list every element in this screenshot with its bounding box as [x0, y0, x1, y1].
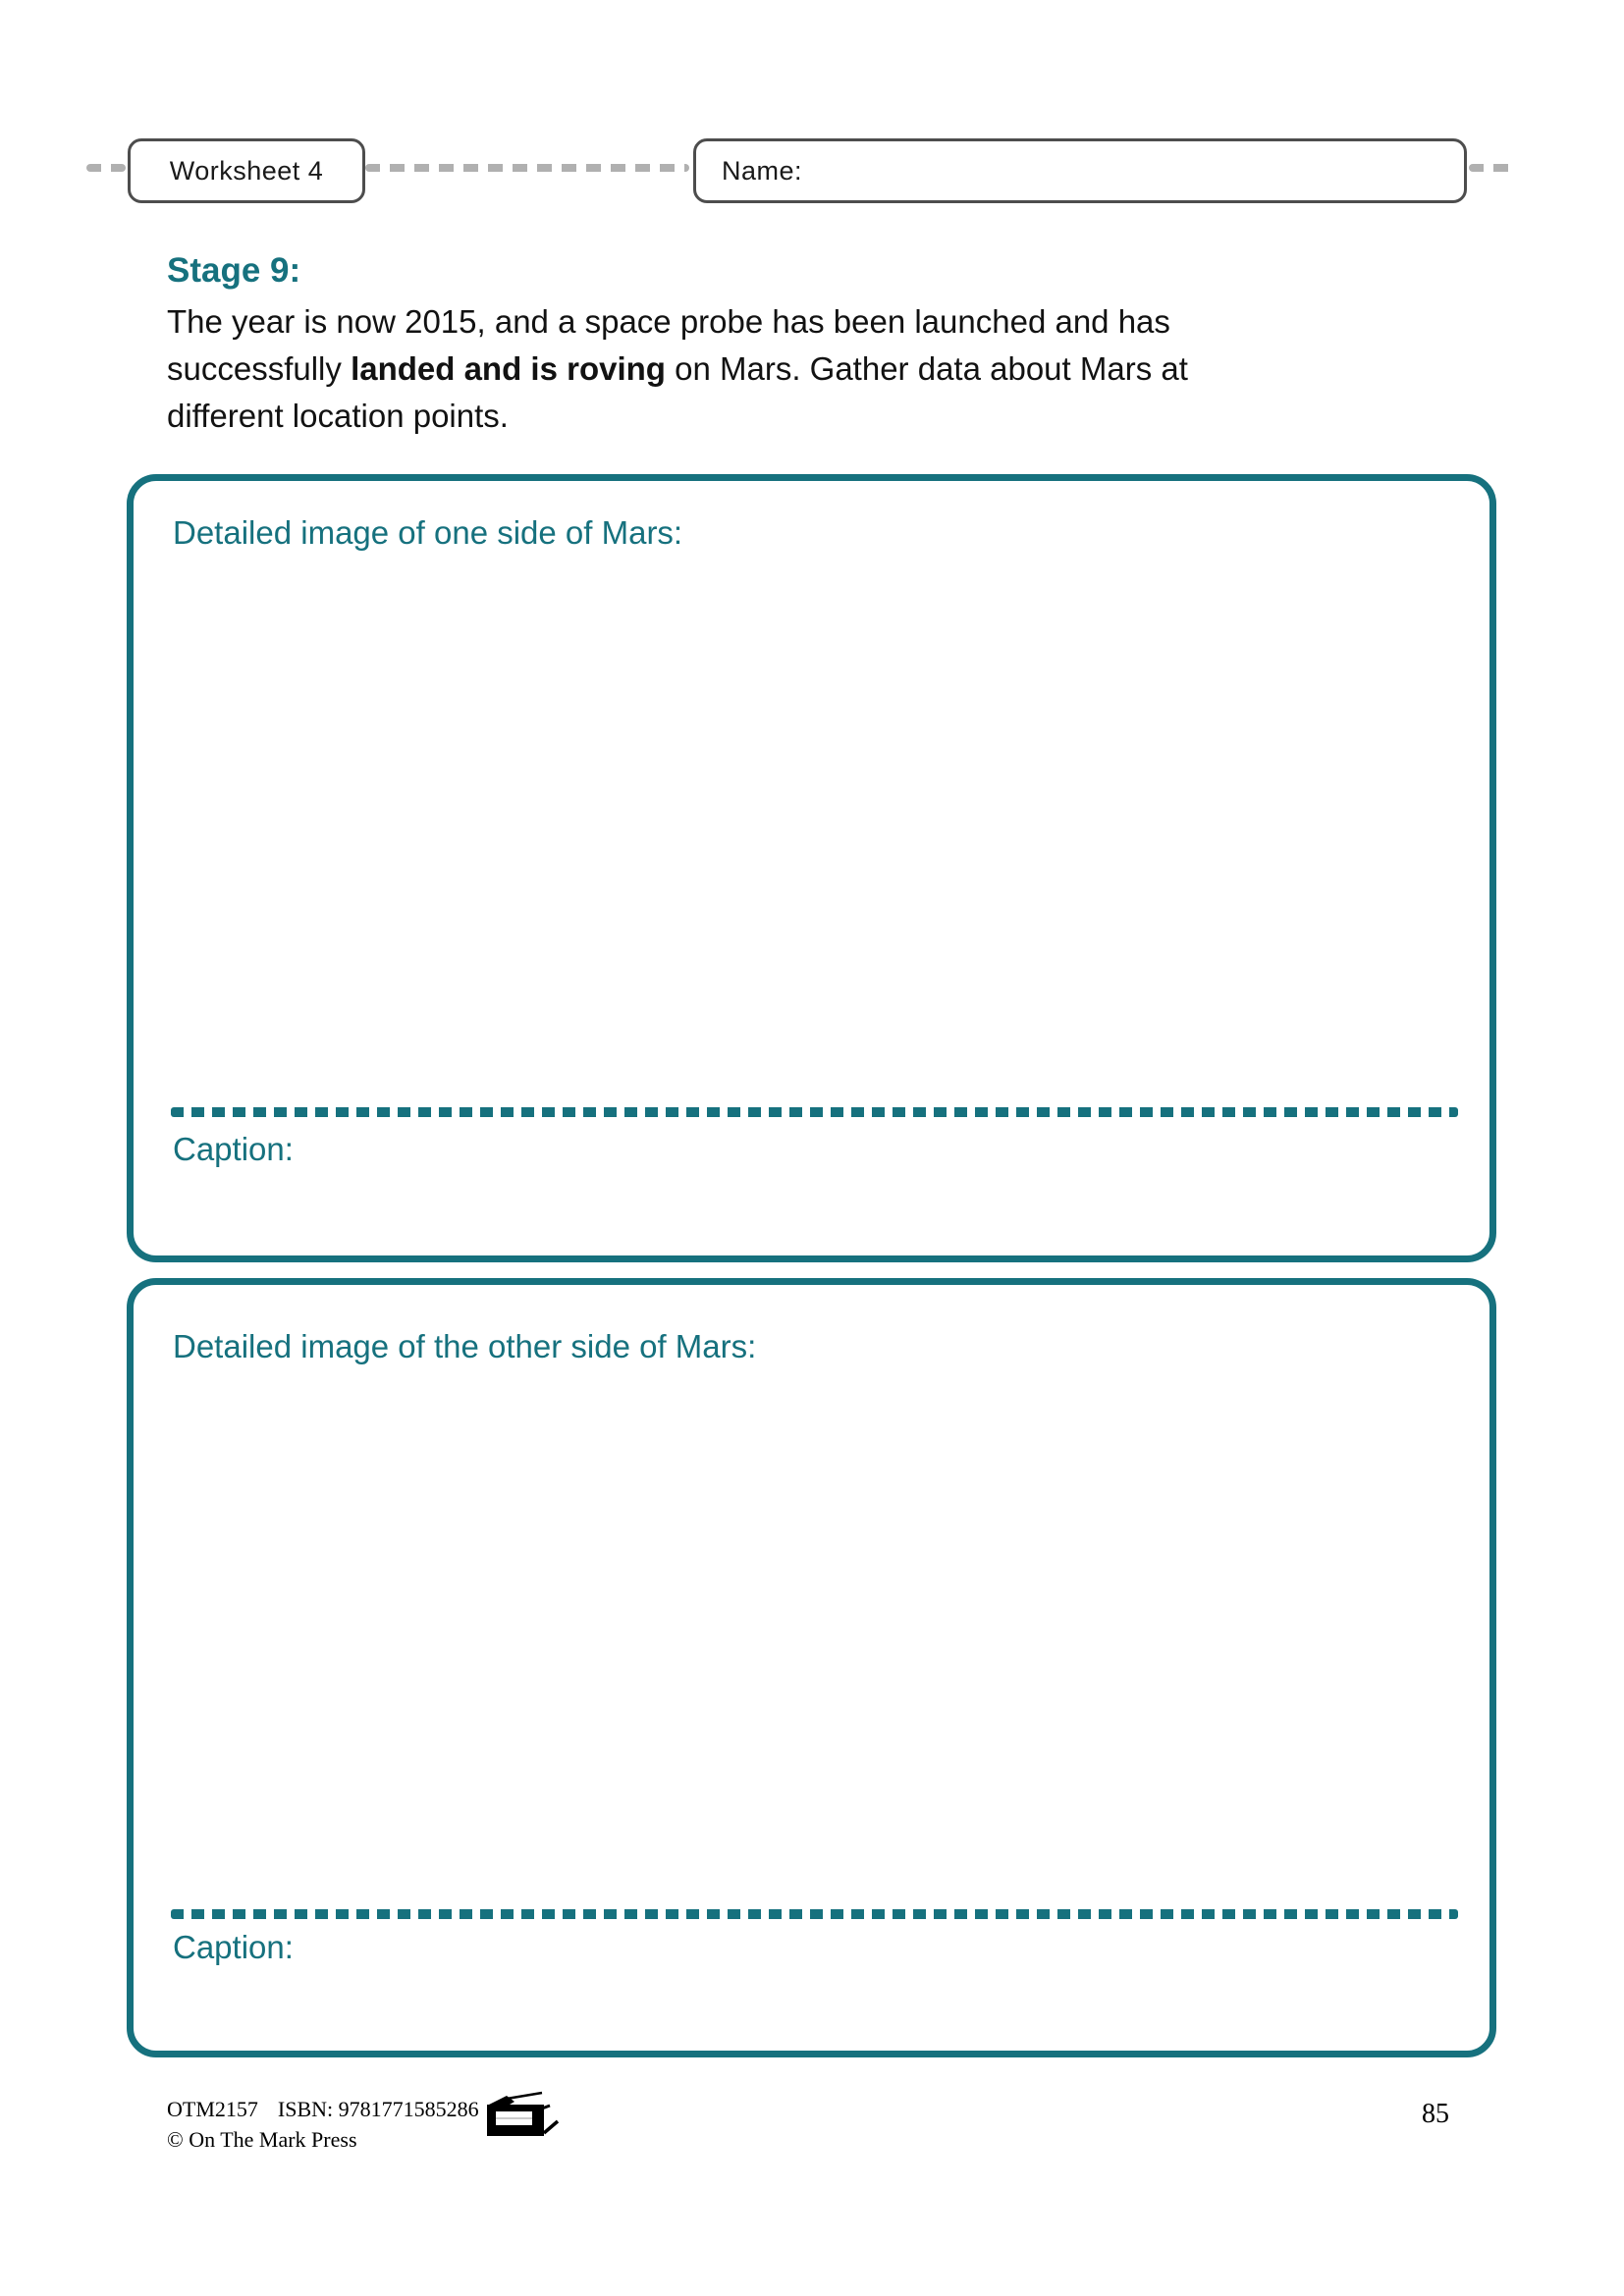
stage-instructions	[167, 298, 1188, 440]
mars-side-two-drawing-area[interactable]	[147, 1383, 1476, 1903]
name-label: Name:	[722, 155, 803, 186]
footer-publisher-info	[167, 2094, 479, 2155]
stage-bold-phrase: landed and is roving	[351, 350, 666, 387]
caption-label: Caption:	[173, 1929, 294, 1965]
worksheet-label: Worksheet 4	[169, 155, 324, 186]
page-number: 85	[1422, 2099, 1449, 2129]
mars-side-one-label: Detailed image of one side of Mars:	[173, 514, 683, 551]
worksheet-label-box	[128, 138, 365, 203]
name-field-box	[693, 138, 1467, 203]
header-dash-middle	[365, 164, 689, 172]
caption-divider-dashes	[171, 1909, 1458, 1919]
mars-side-one-caption-area[interactable]	[147, 1158, 1476, 1256]
caption-divider-dashes	[171, 1107, 1458, 1117]
header-dash-right	[1469, 164, 1518, 172]
header-dash-left	[86, 164, 126, 172]
product-code: OTM2157	[167, 2097, 258, 2121]
name-input-area[interactable]	[802, 141, 1464, 200]
printer-icon	[477, 2091, 560, 2151]
mars-side-two-caption-area[interactable]	[147, 1958, 1476, 2056]
mars-side-two-box	[127, 1278, 1496, 2057]
caption-label: Caption:	[173, 1131, 294, 1167]
isbn: ISBN: 9781771585286	[277, 2097, 479, 2121]
stage-instructions-line3: different location points.	[167, 398, 509, 434]
footer-copyright: © On The Mark Press	[167, 2127, 357, 2152]
mars-side-one-drawing-area[interactable]	[147, 569, 1476, 1099]
mars-side-two-label: Detailed image of the other side of Mars:	[173, 1328, 757, 1364]
mars-side-one-box	[127, 474, 1496, 1262]
stage-instructions-line2: successfully landed and is roving on Mars. Gather data about Mars at	[167, 350, 1188, 387]
footer-code-line	[167, 2094, 479, 2124]
stage-instructions-line1: The year is now 2015, and a space probe has been launched and has	[167, 303, 1170, 340]
stage-heading: Stage 9:	[167, 251, 301, 290]
